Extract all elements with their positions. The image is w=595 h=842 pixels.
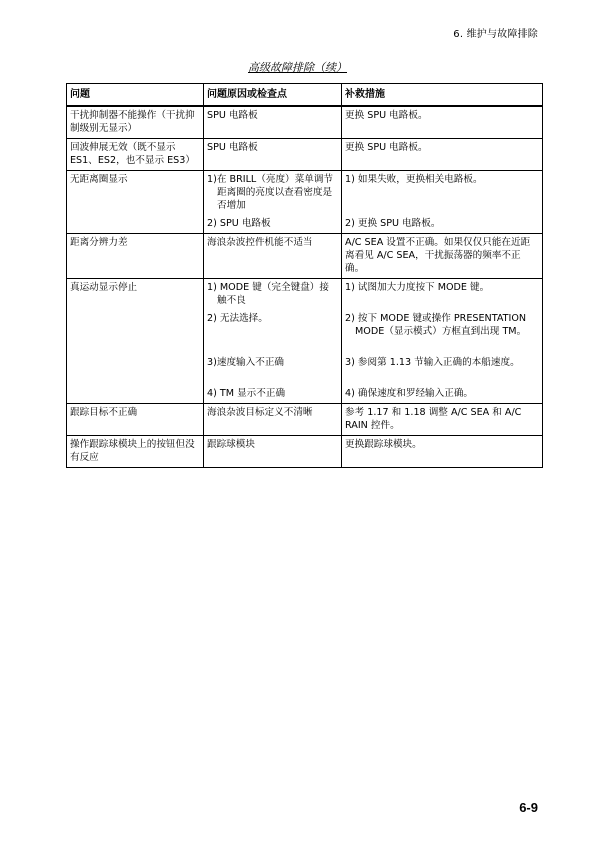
table-row [67,404,543,436]
problem-cell: 距离分辨力差 [67,234,204,279]
remedy-cell [342,139,543,171]
troubleshooting-table [66,83,543,468]
cause-item: SPU 电路板 [207,142,258,153]
table-row [67,436,543,468]
cause-item: 1) MODE 键（完全键盘）接触不良 [207,282,329,306]
remedy-cell [342,171,543,216]
cause-cell [204,106,342,139]
problem-cell: 操作跟踪球模块上的按钮但没有反应 [67,436,204,468]
remedy-item: 1) 试图加大力度按下 MODE 键。 [345,282,490,293]
cause-cell [204,279,342,404]
table-row [67,279,543,404]
remedy-item: 更换 SPU 电路板。 [345,110,428,121]
cause-item: 海浪杂波控件机能不适当 [207,237,313,248]
cause-cell [204,234,342,279]
remedy-cell [342,279,543,404]
cause-item: 海浪杂波目标定义不清晰 [207,407,313,418]
problem-cell: 干扰抑制器不能操作（干扰抑制级别无显示） [67,106,204,139]
chapter-header: 6. 维护与故障排除 [453,29,538,40]
remedy-item: 3) 参阅第 1.13 节输入正确的本船速度。 [345,357,520,368]
cause-item: 1)在 BRILL（亮度）菜单调节距离圈的亮度以查看密度是否增加 [207,174,334,211]
remedy-cell [342,404,543,436]
problem-cell: 跟踪目标不正确 [67,404,204,436]
table-row [67,139,543,171]
cause-cell [204,139,342,171]
remedy-item: 参考 1.17 和 1.18 调整 A/C SEA 和 A/C RAIN 控件。 [345,407,522,431]
remedy-cell [342,436,543,468]
table-row [67,106,543,139]
problem-cell: 真运动显示停止 [67,279,204,404]
cause-item: 2) 无法选择。 [207,313,268,324]
page-number: 6-9 [519,800,538,815]
page-title: 高级故障排除（续） [248,61,347,74]
remedy-item: A/C SEA 设置不正确。如果仅仅只能在近距离看见 A/C SEA，干扰振荡器的频率不正确。 [345,237,531,274]
cause-item: SPU 电路板 [207,110,258,121]
remedy-item: 2) 更换 SPU 电路板。 [345,218,441,229]
problem-cell: 回波伸展无效（既不显示 ES1、ES2，也不显示 ES3） [67,139,204,171]
remedy-cell [342,106,543,139]
cause-cell [204,171,342,216]
cause-cell [204,436,342,468]
cause-cell [204,215,342,234]
remedy-cell [342,234,543,279]
cause-item: 3)速度输入不正确 [207,357,285,368]
table-row [67,234,543,279]
cause-item: 跟踪球模块 [207,439,255,450]
cause-item: 2) SPU 电路板 [207,218,271,229]
problem-cell: 无距离圈显示 [67,171,204,234]
table-row [67,171,543,216]
remedy-item: 更换跟踪球模块。 [345,439,422,450]
remedy-item: 4) 确保速度和罗经输入正确。 [345,388,474,399]
column-header-remedy: 补救措施 [342,84,543,107]
remedy-item: 更换 SPU 电路板。 [345,142,428,153]
column-header-problem: 问题 [67,84,204,107]
cause-cell [204,404,342,436]
cause-item: 4) TM 显示不正确 [207,388,286,399]
remedy-item: 2) 按下 MODE 键或操作 PRESENTATION MODE（显示模式）方框直到出现 TM。 [345,313,527,337]
table-header-row [67,84,543,107]
remedy-item: 1) 如果失败，更换相关电路板。 [345,174,483,185]
remedy-cell [342,215,543,234]
column-header-cause: 问题原因或检查点 [204,84,342,107]
